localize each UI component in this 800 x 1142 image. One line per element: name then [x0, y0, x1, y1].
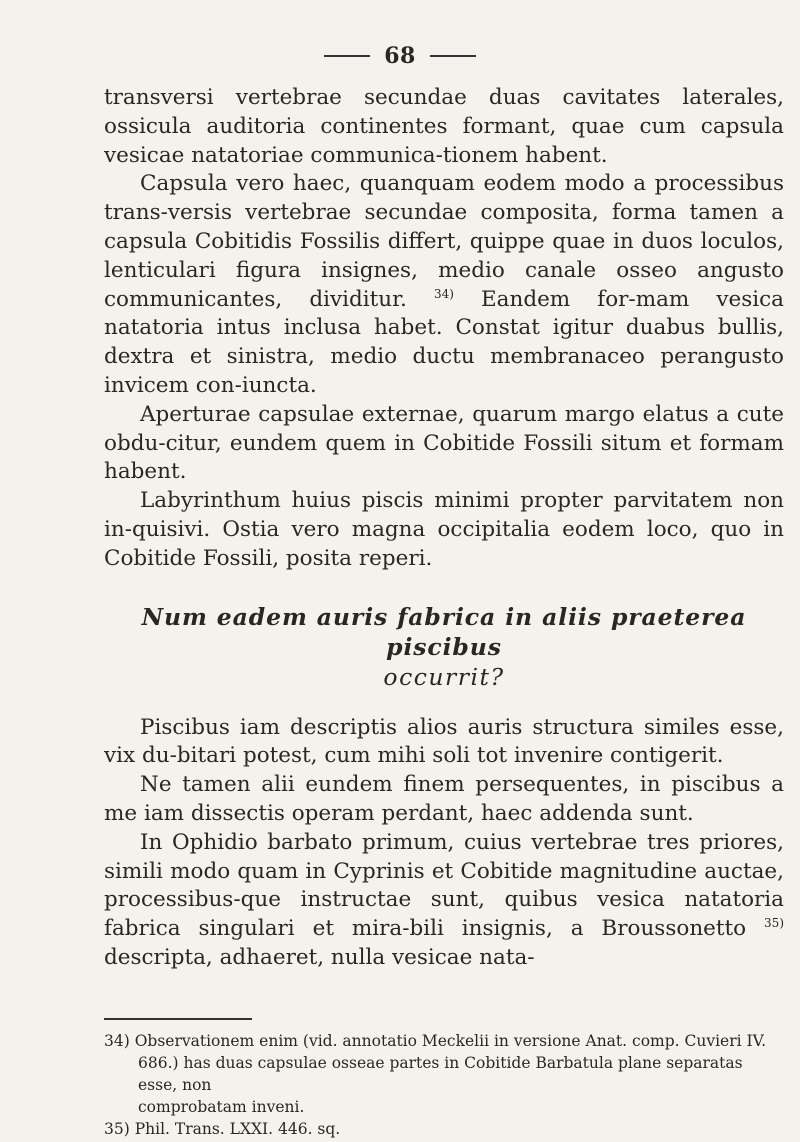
footnote-34-line-3: comprobatam inveni. — [138, 1098, 305, 1116]
page-number: 68 — [384, 43, 416, 69]
paragraph-3: Aperturae capsulae externae, quarum margo elatus a cute obdu-citur, eundem quem in Cobitide Fossili situm et formam habent. — [104, 401, 784, 485]
section-heading-line-2: occurrit? — [383, 662, 505, 691]
paragraph-6: Ne tamen alii eundem finem persequentes, in piscibus a me iam dissectis operam perdant, haec addenda sunt. — [104, 772, 784, 826]
footnote-34-line-1: 34) Observationem enim (vid. annotatio Meckelii in versione Anat. comp. Cuvieri IV. — [104, 1032, 767, 1050]
paragraph-7-text-b: descripta, adhaeret, nulla vesicae nata- — [104, 944, 535, 970]
footnote-ref-34: 34) — [433, 286, 454, 301]
paragraph-4: Labyrinthum huius piscis minimi propter parvitatem non in-quisivi. Ostia vero magna occipitalia eodem loco, quo in Cobitide Fossili, posita reperi. — [104, 488, 784, 571]
paragraph-2-text-b: Eandem for-mam vesica natatoria intus inclusa habet. Constat igitur duabus bullis, dextra et sinistra, medio ductu membranaceo perangusto invicem con-iuncta. — [104, 286, 784, 398]
header-rule-left — [324, 55, 370, 57]
header-rule-right — [430, 55, 476, 57]
footnote-35: 35) Phil. Trans. LXXI. 446. sq. — [104, 1120, 341, 1138]
footnote-34-line-2: 686.) has duas capsulae osseae partes in Cobitide Barbatula plane separatas esse, non — [138, 1054, 743, 1094]
section-heading-line-1: Num eadem auris fabrica in aliis praeterea piscibus — [141, 602, 747, 661]
body-text — [104, 84, 784, 973]
footnotes — [104, 1030, 784, 1140]
paragraph-2-text-a: Capsula vero haec, quanquam eodem modo a processibus trans-versis vertebrae secundae composita, forma tamen a capsula Cobitidis Fossilis differt, quippe quae in duos loculos, lenticulari figura insignes, medio canale osseo angusto communicantes, dividitur. — [104, 171, 784, 312]
paragraph-1: transversi vertebrae secundae duas cavitates laterales, ossicula auditoria continentes formant, quae cum capsula vesicae natatoriae communica-tionem habent. — [104, 85, 784, 168]
paragraph-7 — [104, 829, 784, 973]
footnote-ref-35: 35) — [764, 915, 784, 930]
paragraph-7-text-a: In Ophidio barbato primum, cuius vertebrae tres priores, simili modo quam in Cyprinis et Cobitide magnitudine auctae, processibus-que instructae sunt, quibus vesica natatoria fabrica singulari et mira-bili insignis, a Broussonetto — [104, 829, 784, 942]
page-header — [0, 44, 800, 68]
footnote-divider — [104, 1018, 252, 1020]
paragraph-2 — [104, 170, 784, 400]
section-heading — [104, 602, 784, 692]
paragraph-5: Piscibus iam descriptis alios auris structura similes esse, vix du-bitari potest, cum mihi soli tot invenire contigerit. — [104, 714, 784, 769]
